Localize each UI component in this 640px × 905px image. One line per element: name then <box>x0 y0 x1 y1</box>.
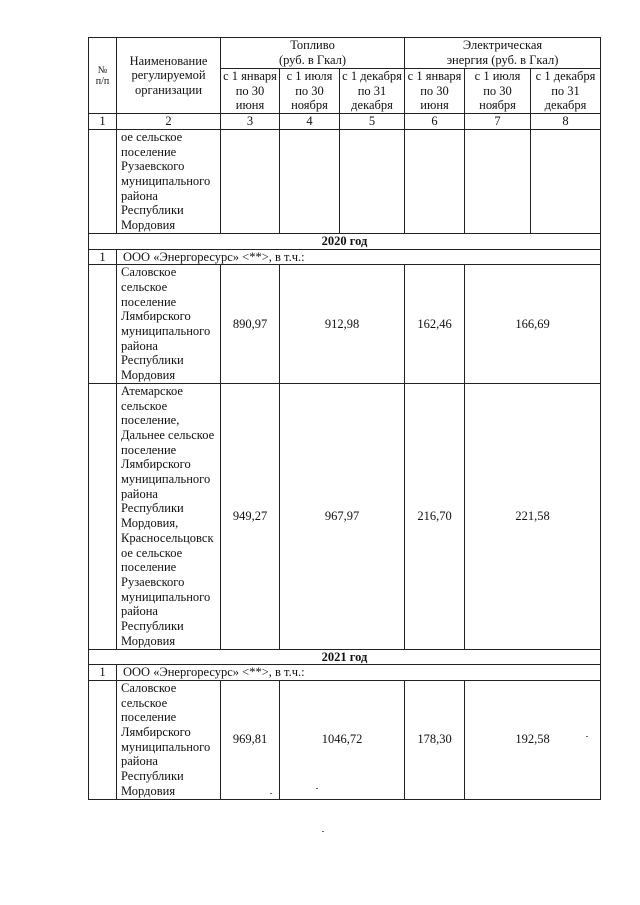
header-row-top <box>89 38 601 69</box>
scan-speck <box>270 793 272 794</box>
year-label: 2021 год <box>89 649 601 665</box>
org-num: 1 <box>89 665 117 681</box>
electric-h2-value: 192,58 <box>465 680 601 799</box>
settlement-name: Саловское сельское поселение Лямбирского муниципального района Республики Мордовия <box>117 265 221 384</box>
tariff-row <box>89 265 601 384</box>
org-num: 1 <box>89 249 117 265</box>
period-header: с 1 декабря по 31 декабря <box>531 69 601 114</box>
org-header: Наименование регулируемой организации <box>117 38 221 114</box>
num-header: № п/п <box>89 38 117 114</box>
fuel-header: Топливо (руб. в Гкал) <box>221 38 405 69</box>
fuel-h2-value: 967,97 <box>280 383 405 649</box>
org-name: ООО «Энергоресурс» <**>, в т.ч.: <box>117 665 601 681</box>
empty-cell <box>221 129 280 233</box>
column-index-row <box>89 114 601 130</box>
fuel-h1-value: 949,27 <box>221 383 280 649</box>
fuel-h1-value: 890,97 <box>221 265 280 384</box>
year-row <box>89 649 601 665</box>
empty-cell <box>280 129 340 233</box>
column-index: 4 <box>280 114 340 130</box>
tariff-row <box>89 383 601 649</box>
period-header: с 1 января по 30 июня <box>221 69 280 114</box>
electric-h2-value: 221,58 <box>465 383 601 649</box>
scan-speck <box>316 788 318 789</box>
tariff-row <box>89 680 601 799</box>
row-num-cell <box>89 383 117 649</box>
column-index: 6 <box>405 114 465 130</box>
fuel-h2-value: 912,98 <box>280 265 405 384</box>
column-index: 1 <box>89 114 117 130</box>
electric-header: Электрическая энергия (руб. в Гкал) <box>405 38 601 69</box>
empty-cell <box>405 129 465 233</box>
org-name: ООО «Энергоресурс» <**>, в т.ч.: <box>117 249 601 265</box>
table-body <box>89 38 601 800</box>
electric-h1-value: 216,70 <box>405 383 465 649</box>
column-index: 2 <box>117 114 221 130</box>
electric-h1-value: 178,30 <box>405 680 465 799</box>
electric-h2-value: 166,69 <box>465 265 601 384</box>
org-row <box>89 665 601 681</box>
column-index: 8 <box>531 114 601 130</box>
empty-cell <box>531 129 601 233</box>
scan-speck <box>586 736 588 737</box>
settlement-name: Саловское сельское поселение Лямбирского муниципального района Республики Мордовия <box>117 680 221 799</box>
year-row <box>89 233 601 249</box>
empty-cell <box>340 129 405 233</box>
scan-speck <box>322 831 324 832</box>
org-row <box>89 249 601 265</box>
period-header: с 1 июля по 30 ноября <box>465 69 531 114</box>
settlement-name: Атемарское сельское поселение, Дальнее сельское поселение Лямбирского муниципального района Республики Мордовия, Красносельцовск ое сельское поселение Рузаевского муниципального района Республики Мордовия <box>117 383 221 649</box>
row-num-cell <box>89 680 117 799</box>
period-header: с 1 декабря по 31 декабря <box>340 69 405 114</box>
continuation-name-cell: ое сельское поселение Рузаевского муниципального района Республики Мордовия <box>117 129 221 233</box>
electric-h1-value: 162,46 <box>405 265 465 384</box>
continuation-row <box>89 129 601 233</box>
year-label: 2020 год <box>89 233 601 249</box>
period-header: с 1 января по 30 июня <box>405 69 465 114</box>
column-index: 3 <box>221 114 280 130</box>
fuel-h1-value: 969,81 <box>221 680 280 799</box>
column-index: 7 <box>465 114 531 130</box>
empty-cell <box>465 129 531 233</box>
period-header: с 1 июля по 30 ноября <box>280 69 340 114</box>
fuel-h2-value: 1046,72 <box>280 680 405 799</box>
continuation-num-cell <box>89 129 117 233</box>
tariff-table <box>88 37 601 800</box>
row-num-cell <box>89 265 117 384</box>
column-index: 5 <box>340 114 405 130</box>
